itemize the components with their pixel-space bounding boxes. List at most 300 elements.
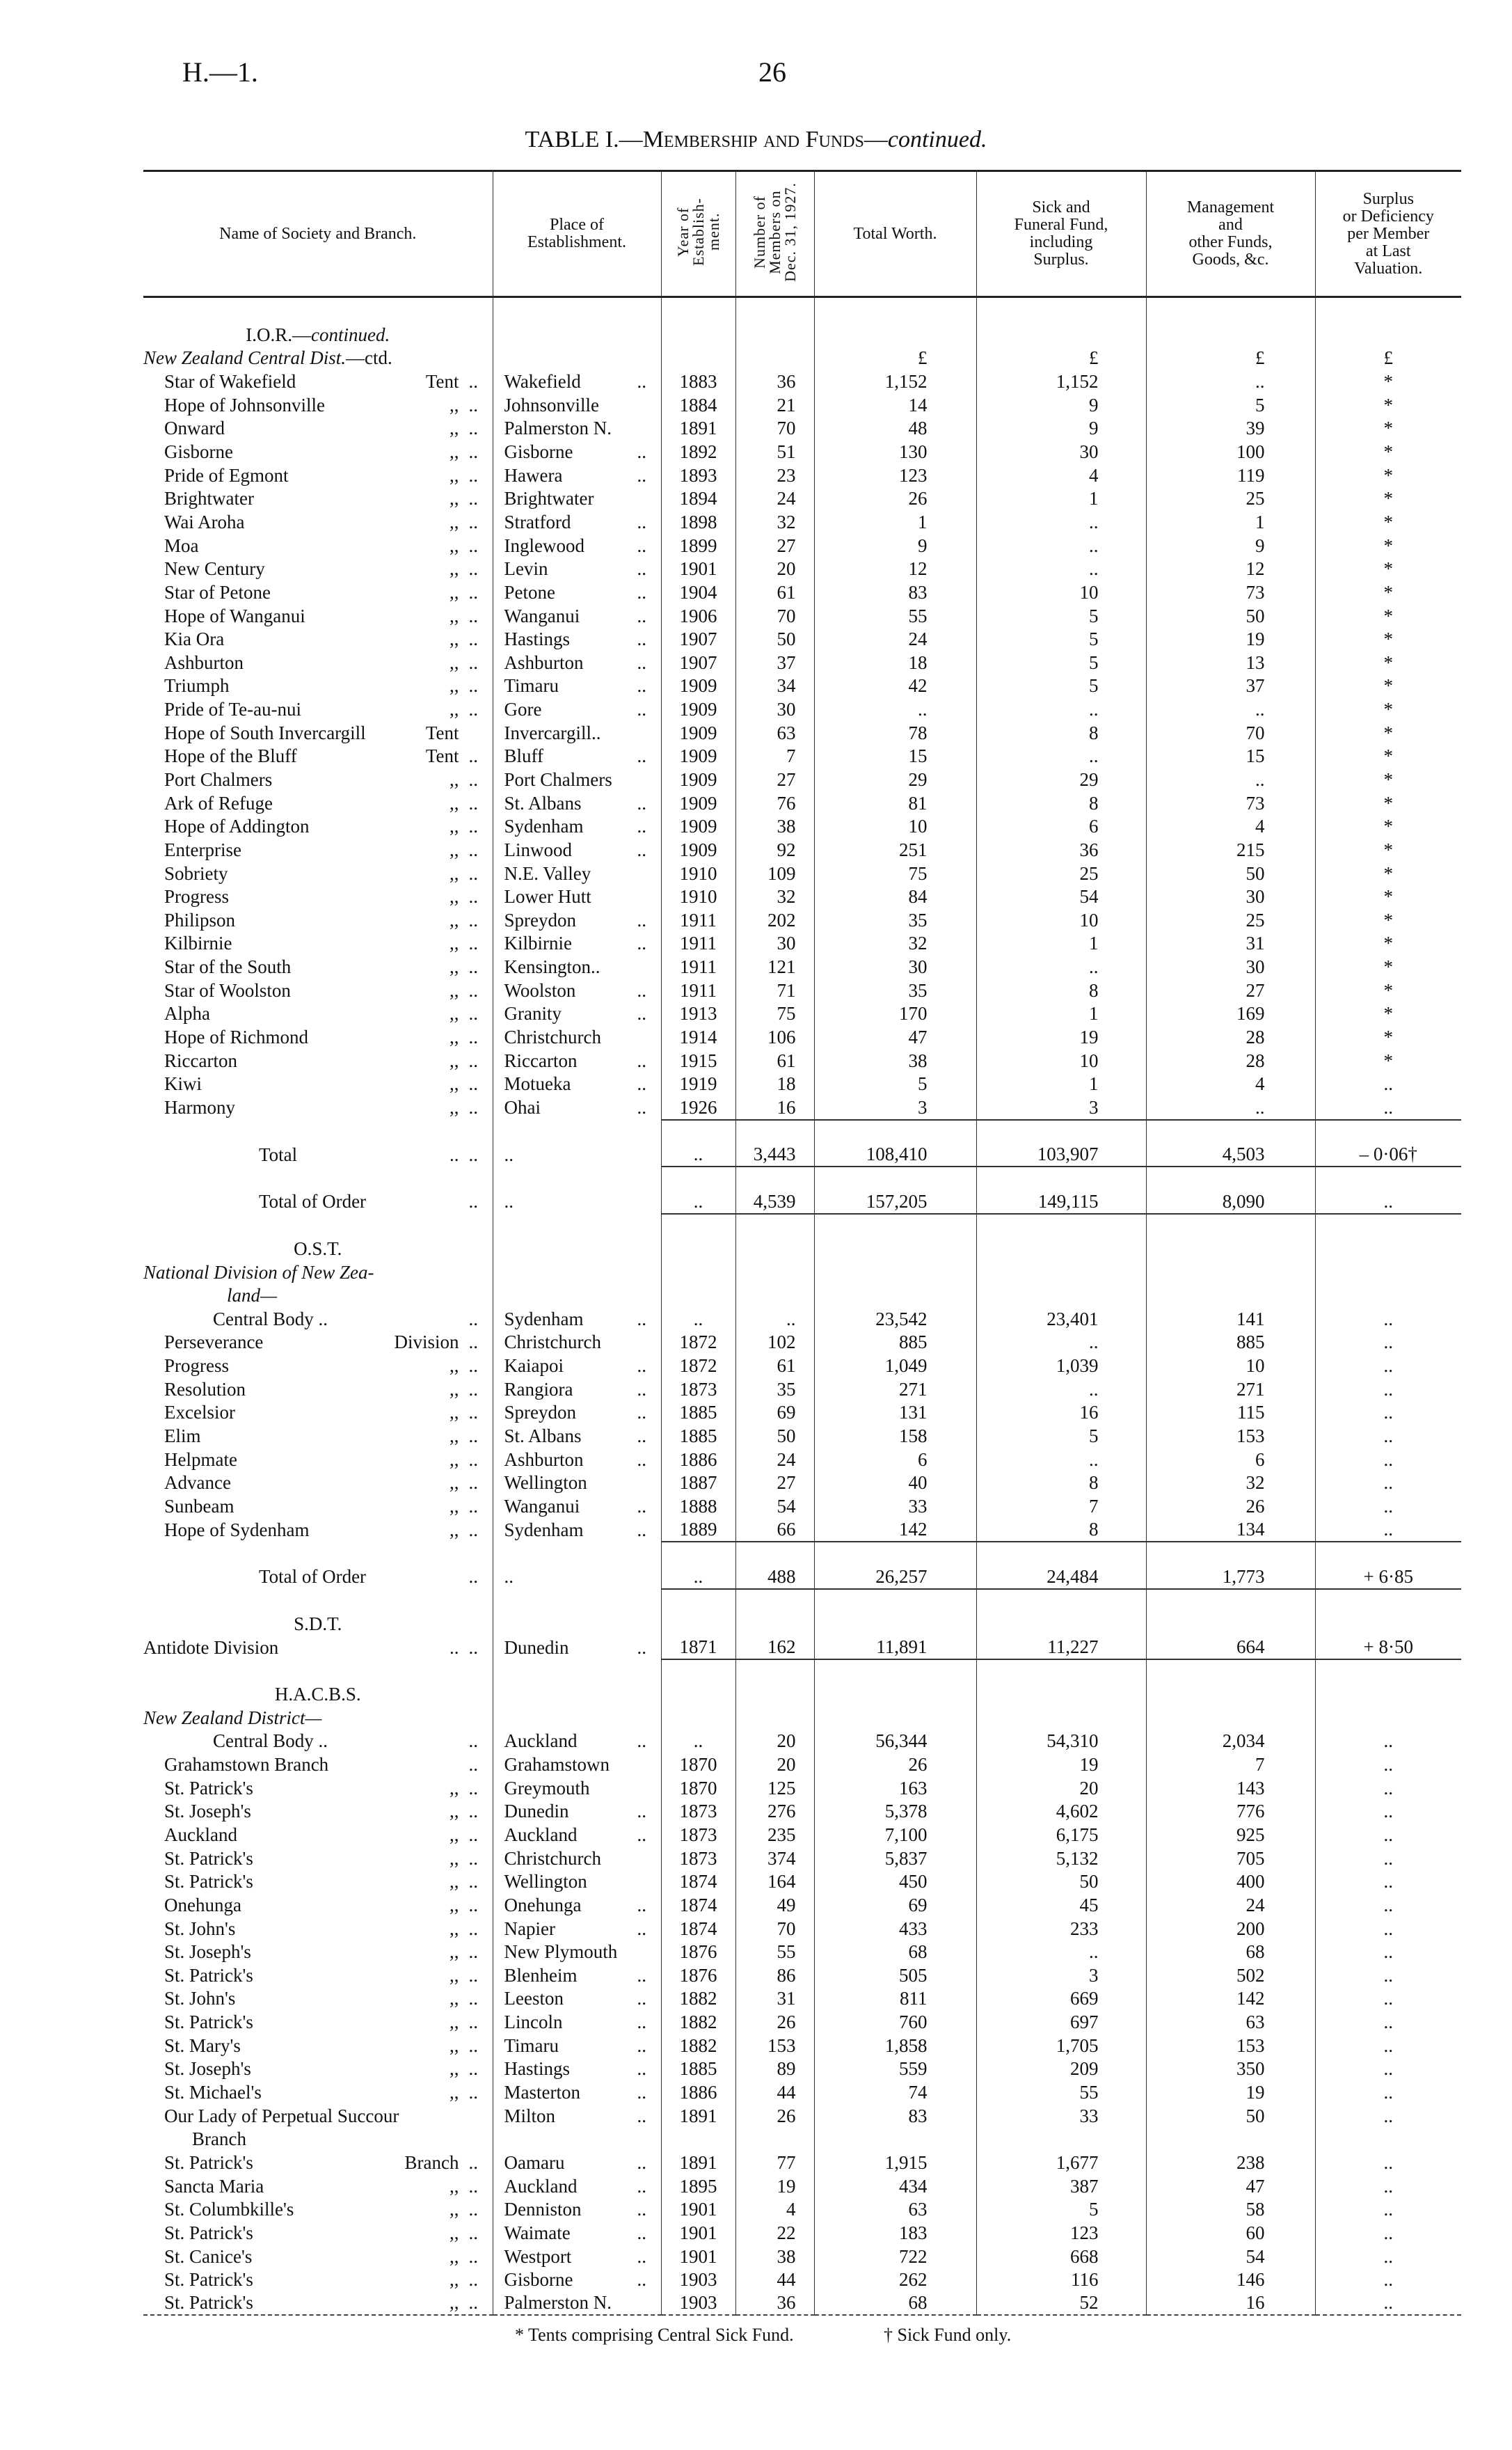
branch-name-wrap: [213, 1308, 493, 1331]
branch-name-wrap: [164, 1753, 493, 1776]
place-cell: [493, 1987, 661, 2011]
branch-name-cell: [143, 2081, 493, 2105]
ditto-mark: ,,: [449, 1871, 459, 1892]
branch-name-cell: [143, 1894, 493, 1918]
total-worth: 811: [814, 1987, 976, 2011]
branch-name: Star of the South: [164, 956, 292, 978]
members: 70: [735, 604, 814, 628]
place-of-establishment: Palmerston N.: [504, 418, 612, 439]
place-wrap: [504, 464, 661, 487]
column-header-surplus-label: Surplus or Deficiency per Member at Last Valuation.: [1342, 189, 1434, 278]
branch-name-wrap: [164, 2105, 493, 2128]
total-worth: 35: [814, 979, 976, 1002]
empty-cell: [735, 1284, 814, 1308]
place-of-establishment: Napier: [504, 1918, 555, 1939]
leader-dots: ..: [637, 1636, 646, 1658]
table-row: [143, 862, 1461, 885]
branch-name-cell: [143, 2034, 493, 2057]
place-of-establishment: Kilbirnie: [504, 933, 572, 954]
leader-dots: ..: [468, 1355, 478, 1377]
management-funds: 50: [1146, 2104, 1315, 2128]
leader-dots: ..: [468, 979, 478, 1001]
members: 50: [735, 628, 814, 651]
management-funds: 39: [1146, 417, 1315, 441]
place-wrap: [504, 1190, 661, 1213]
ditto-mark: ,,: [449, 1073, 459, 1095]
leader-dots: ..: [468, 792, 478, 814]
sick-fund: 45: [976, 1894, 1146, 1918]
branch-name-cell: [143, 511, 493, 535]
place-of-establishment: Timaru: [504, 675, 559, 697]
ditto-mark: ,,: [449, 1425, 459, 1446]
branch-name-cell: [143, 1730, 493, 1753]
place-of-establishment: ..: [504, 1191, 514, 1212]
leader-dots: ..: [637, 839, 646, 860]
ditto-mark: ,,: [449, 488, 459, 509]
members: 86: [735, 1964, 814, 1988]
place-wrap: [504, 862, 661, 885]
management-funds: 25: [1146, 487, 1315, 511]
sick-fund: 19: [976, 1753, 1146, 1777]
management-funds: 134: [1146, 1518, 1315, 1542]
place-of-establishment: Ashburton: [504, 1448, 584, 1470]
leader-dots: ..: [468, 1073, 478, 1095]
table-row: [143, 839, 1461, 862]
year: 1915: [661, 1049, 735, 1073]
empty-cell: [976, 1706, 1146, 1730]
table-row: [143, 956, 1461, 979]
management-funds: 350: [1146, 2057, 1315, 2081]
branch-name-cell: [143, 1870, 493, 1894]
branch-name-wrap: [164, 1800, 493, 1823]
management-funds: 19: [1146, 2081, 1315, 2105]
table-row: [143, 1238, 1461, 1261]
branch-name-cell: [143, 1847, 493, 1870]
ditto-mark: ,,: [449, 2082, 459, 2103]
leader-dots: ..: [637, 699, 646, 720]
table-row: [143, 1471, 1461, 1495]
branch-name-cell: [143, 604, 493, 628]
leader-dots: ..: [468, 2222, 478, 2243]
branch-name-wrap: [164, 2034, 493, 2057]
branch-name-cell: [143, 393, 493, 417]
leader-dots: ..: [637, 933, 646, 954]
sick-fund: 16: [976, 1401, 1146, 1425]
branch-name-wrap: [164, 1824, 493, 1847]
ditto-mark: ,,: [449, 933, 459, 954]
place-wrap: [504, 1941, 661, 1963]
leader-dots: [637, 1144, 661, 1167]
place-wrap: [504, 1730, 661, 1753]
place-wrap: [504, 2222, 661, 2245]
branch-name-cell: [143, 791, 493, 815]
members: 276: [735, 1800, 814, 1824]
leader-dots: ..: [637, 2175, 646, 2197]
surplus: – 0·06†: [1315, 1143, 1461, 1167]
empty-cell: [1315, 1120, 1461, 1144]
management-funds: 143: [1146, 1776, 1315, 1800]
total-worth: 434: [814, 2174, 976, 2198]
surplus: *: [1315, 534, 1461, 558]
management-funds: 5: [1146, 393, 1315, 417]
table-row: [143, 1941, 1461, 1964]
empty-cell: [976, 1284, 1146, 1308]
column-header-members: [735, 171, 814, 297]
place-wrap: [504, 2057, 661, 2080]
surplus: ..: [1315, 1987, 1461, 2011]
place-of-establishment: Sydenham: [504, 1519, 584, 1540]
place-wrap: [504, 1870, 661, 1893]
total-worth: 48: [814, 417, 976, 441]
surplus: ..: [1315, 1425, 1461, 1448]
table-row: [143, 370, 1461, 394]
column-header-name: [143, 171, 493, 297]
ditto-mark: ,,: [449, 1801, 459, 1822]
table-row: [143, 2198, 1461, 2222]
branch-name-wrap: [164, 370, 493, 393]
branch-name-cell: [143, 558, 493, 581]
place-cell: [493, 1354, 661, 1378]
members: 70: [735, 1917, 814, 1941]
leader-dots: ..: [468, 1097, 478, 1119]
place-wrap: [504, 2291, 661, 2314]
place-wrap: [504, 1800, 661, 1823]
year: 1909: [661, 674, 735, 698]
members: 202: [735, 909, 814, 933]
surplus: ..: [1315, 1307, 1461, 1331]
place-wrap: [504, 745, 661, 768]
branch-name-cell: [143, 2268, 493, 2292]
empty-cell: [976, 1613, 1146, 1636]
empty-cell: [1315, 1542, 1461, 1565]
place-cell: [493, 1190, 661, 1214]
leader-dots: [637, 1190, 661, 1213]
surplus: ..: [1315, 1495, 1461, 1519]
branch-name-wrap: [164, 815, 493, 838]
place-of-establishment: Wanganui: [504, 605, 580, 626]
leader-dots: ..: [468, 629, 478, 650]
leader-dots: ..: [468, 745, 478, 767]
place-of-establishment: ..: [504, 1566, 514, 1588]
place-wrap: [504, 979, 661, 1002]
empty-cell: [1315, 1167, 1461, 1190]
branch-name-wrap: [164, 1918, 493, 1941]
place-cell: [493, 464, 661, 487]
members: 89: [735, 2057, 814, 2081]
leader-dots: ..: [637, 909, 646, 931]
table-row: [143, 885, 1461, 909]
empty-cell: [493, 297, 661, 324]
surplus: *: [1315, 628, 1461, 651]
surplus: *: [1315, 768, 1461, 792]
empty-cell: [661, 1120, 735, 1144]
district-heading-italic: National Division of New Zea-: [143, 1261, 374, 1283]
year: 1876: [661, 1964, 735, 1988]
place-cell: [493, 1143, 661, 1167]
empty-cell: [493, 1238, 661, 1261]
total-worth: 40: [814, 1471, 976, 1495]
branch-name: St. Patrick's: [164, 2269, 253, 2291]
place-wrap: [504, 1987, 661, 2010]
branch-name-wrap: [164, 2268, 493, 2291]
branch-name-cell: [143, 721, 493, 745]
place-of-establishment: Palmerston N.: [504, 2292, 612, 2314]
total-worth: 32: [814, 932, 976, 956]
management-funds: 9: [1146, 534, 1315, 558]
place-wrap: [504, 1354, 661, 1377]
branch-name: Perseverance: [164, 1331, 264, 1353]
empty-cell: [735, 1120, 814, 1144]
place-wrap: [504, 2151, 661, 2174]
ditto-mark: ,,: [449, 1777, 459, 1799]
branch-name-cell: [143, 1941, 493, 1964]
column-header-total-worth-label: Total Worth.: [853, 224, 937, 243]
table-row: [143, 1683, 1461, 1707]
members: 38: [735, 815, 814, 839]
empty-cell: [143, 297, 493, 324]
place-cell: [493, 1495, 661, 1519]
table-row: [143, 1870, 1461, 1894]
management-funds: 169: [1146, 1002, 1315, 1026]
place-wrap: [504, 1401, 661, 1424]
place-wrap: [504, 815, 661, 838]
branch-name-wrap: [164, 1495, 493, 1518]
empty-cell: [661, 324, 735, 347]
sick-fund: 5: [976, 628, 1146, 651]
leader-dots: ..: [468, 2082, 478, 2103]
leader-dots: ..: [468, 651, 478, 673]
sick-fund: 1,039: [976, 1354, 1146, 1378]
empty-cell: [735, 1683, 814, 1707]
branch-name-cell: [143, 1377, 493, 1401]
year: 1911: [661, 932, 735, 956]
surplus: ..: [1315, 1518, 1461, 1542]
branch-name-cell: [143, 885, 493, 909]
leader-dots: ..: [468, 1425, 478, 1446]
members: 71: [735, 979, 814, 1002]
place-wrap: [504, 2081, 661, 2104]
leader-dots: ..: [468, 2012, 478, 2033]
place-wrap: [504, 2175, 661, 2198]
place-of-establishment: Christchurch: [504, 1847, 601, 1869]
place-of-establishment: Inglewood: [504, 535, 584, 556]
footnote-star: * Tents comprising Central Sick Fund.: [515, 2325, 794, 2345]
place-of-establishment: Masterton: [504, 2082, 580, 2103]
total-worth: 83: [814, 2104, 976, 2128]
place-cell: [493, 1730, 661, 1753]
district-heading-text: —ctd.: [346, 347, 392, 369]
total-worth: 1,152: [814, 370, 976, 394]
document-code: H.—1.: [182, 56, 258, 88]
ditto-mark: ,,: [449, 675, 459, 697]
management-funds: 31: [1146, 932, 1315, 956]
leader-dots: ..: [637, 979, 646, 1001]
ditto-mark: ..: [449, 1144, 459, 1165]
place-of-establishment: Spreydon: [504, 1402, 576, 1423]
surplus: *: [1315, 956, 1461, 979]
empty-cell: [735, 1659, 814, 1683]
empty-cell: [1146, 1167, 1315, 1190]
sick-fund: ..: [976, 745, 1146, 768]
empty-cell: [493, 347, 661, 370]
management-funds: 50: [1146, 604, 1315, 628]
leader-dots: [637, 1753, 661, 1776]
members: 27: [735, 534, 814, 558]
sick-fund: 24,484: [976, 1565, 1146, 1589]
branch-name: Hope of South Invercargill: [164, 722, 366, 743]
empty-cell: [976, 1589, 1146, 1613]
management-funds: ..: [1146, 370, 1315, 394]
leader-dots: ..: [637, 511, 646, 532]
district-heading-italic: land—: [227, 1285, 278, 1306]
surplus: ..: [1315, 2268, 1461, 2292]
total-worth: 7,100: [814, 1824, 976, 1847]
management-funds: 7: [1146, 1753, 1315, 1777]
place-of-establishment: Invercargill..: [504, 722, 601, 743]
empty-cell: [661, 1284, 735, 1308]
sick-fund: 6: [976, 815, 1146, 839]
surplus: ..: [1315, 1354, 1461, 1378]
members: 164: [735, 1870, 814, 1894]
place-wrap: [504, 581, 661, 604]
leader-dots: ..: [637, 2222, 646, 2243]
leader-dots: ..: [637, 1425, 646, 1446]
total-worth: 9: [814, 534, 976, 558]
year: 1909: [661, 698, 735, 722]
branch-name-cell: [143, 2291, 493, 2315]
place-wrap: [504, 1073, 661, 1096]
ditto-mark: ,,: [449, 1495, 459, 1517]
management-funds: 54: [1146, 2245, 1315, 2268]
leader-dots: ..: [468, 418, 478, 439]
place-cell: [493, 1073, 661, 1096]
surplus: ..: [1315, 1730, 1461, 1753]
leader-dots: ..: [468, 2034, 478, 2056]
branch-name: Hope of the Bluff: [164, 745, 297, 767]
empty-cell: [493, 1589, 661, 1613]
members: 92: [735, 839, 814, 862]
branch-name-cell: [143, 441, 493, 464]
branch-name: Star of Petone: [164, 581, 271, 603]
members: 49: [735, 1894, 814, 1918]
place-wrap: [504, 1964, 661, 1987]
empty-cell: [735, 324, 814, 347]
sick-fund: 7: [976, 1495, 1146, 1519]
branch-name-cell: [143, 1471, 493, 1495]
members: 4: [735, 2198, 814, 2222]
total-worth: 5: [814, 1073, 976, 1096]
management-funds: 925: [1146, 1824, 1315, 1847]
sick-fund: 5: [976, 1425, 1146, 1448]
place-wrap: [504, 1026, 661, 1049]
empty-cell: [661, 347, 735, 370]
sick-fund: 50: [976, 1870, 1146, 1894]
surplus: ..: [1315, 1800, 1461, 1824]
sick-fund: 6,175: [976, 1824, 1146, 1847]
branch-name-cell: [143, 1824, 493, 1847]
management-funds: 776: [1146, 1800, 1315, 1824]
place-of-establishment: St. Albans: [504, 1425, 582, 1446]
table-row: [143, 441, 1461, 464]
branch-name: St. Mary's: [164, 2034, 241, 2056]
branch-name-wrap: [164, 1987, 493, 2010]
empty-cell: [976, 324, 1146, 347]
year: [661, 2128, 735, 2151]
branch-name-cell: [143, 487, 493, 511]
place-of-establishment: Brightwater: [504, 488, 594, 509]
surplus: *: [1315, 581, 1461, 605]
leader-dots: ..: [637, 2058, 646, 2080]
place-of-establishment: Oamaru: [504, 2151, 565, 2173]
place-wrap: [504, 2198, 661, 2221]
leader-dots: ..: [468, 909, 478, 931]
members: 153: [735, 2034, 814, 2057]
ditto-mark: ..: [449, 1636, 459, 1658]
leader-dots: ..: [468, 1519, 478, 1540]
branch-name-wrap: [164, 1448, 493, 1471]
place-of-establishment: ..: [504, 1144, 514, 1165]
year: 1910: [661, 862, 735, 885]
leader-dots: [637, 1331, 661, 1354]
surplus: *: [1315, 721, 1461, 745]
place-cell: [493, 2222, 661, 2245]
members: 31: [735, 1987, 814, 2011]
branch-name-wrap: [164, 1425, 493, 1448]
place-of-establishment: Sydenham: [504, 1308, 584, 1329]
branch-name-wrap: [164, 1847, 493, 1870]
leader-dots: ..: [637, 1003, 646, 1025]
place-of-establishment: Gisborne: [504, 441, 573, 463]
place-of-establishment: Granity: [504, 1003, 562, 1025]
ditto-mark: ,,: [449, 464, 459, 486]
spacer-row: [143, 1542, 1461, 1565]
ditto-mark: ,,: [449, 2012, 459, 2033]
branch-name-wrap: [164, 862, 493, 885]
branch-name: Star of Woolston: [164, 979, 291, 1001]
branch-name-cell: [143, 1495, 493, 1519]
branch-name-wrap: [259, 1565, 493, 1588]
total-worth: 271: [814, 1377, 976, 1401]
ditto-mark: ,,: [449, 1964, 459, 1986]
place-of-establishment: Gore: [504, 699, 542, 720]
place-of-establishment: St. Albans: [504, 792, 582, 814]
ditto-mark: ,,: [449, 2034, 459, 2056]
members: 22: [735, 2222, 814, 2245]
branch-name-cell: [143, 956, 493, 979]
year: 1926: [661, 1096, 735, 1120]
surplus: ..: [1315, 1917, 1461, 1941]
empty-cell: [493, 1706, 661, 1730]
members: 26: [735, 2104, 814, 2128]
branch-name: Enterprise: [164, 839, 241, 860]
branch-name-cell: [143, 1307, 493, 1331]
management-funds: 6: [1146, 1448, 1315, 1471]
members: 76: [735, 791, 814, 815]
members: 55: [735, 1941, 814, 1964]
management-funds: 215: [1146, 839, 1315, 862]
table-row: [143, 1706, 1461, 1730]
year: 1907: [661, 651, 735, 674]
total-worth: 760: [814, 2011, 976, 2034]
branch-name-cell: [143, 1425, 493, 1448]
members: 34: [735, 674, 814, 698]
ditto-mark: ,,: [449, 979, 459, 1001]
branch-name-cell: [143, 2174, 493, 2198]
management-funds: 12: [1146, 558, 1315, 581]
year: 1895: [661, 2174, 735, 2198]
management-funds: 30: [1146, 956, 1315, 979]
ditto-mark: ,,: [449, 1894, 459, 1915]
